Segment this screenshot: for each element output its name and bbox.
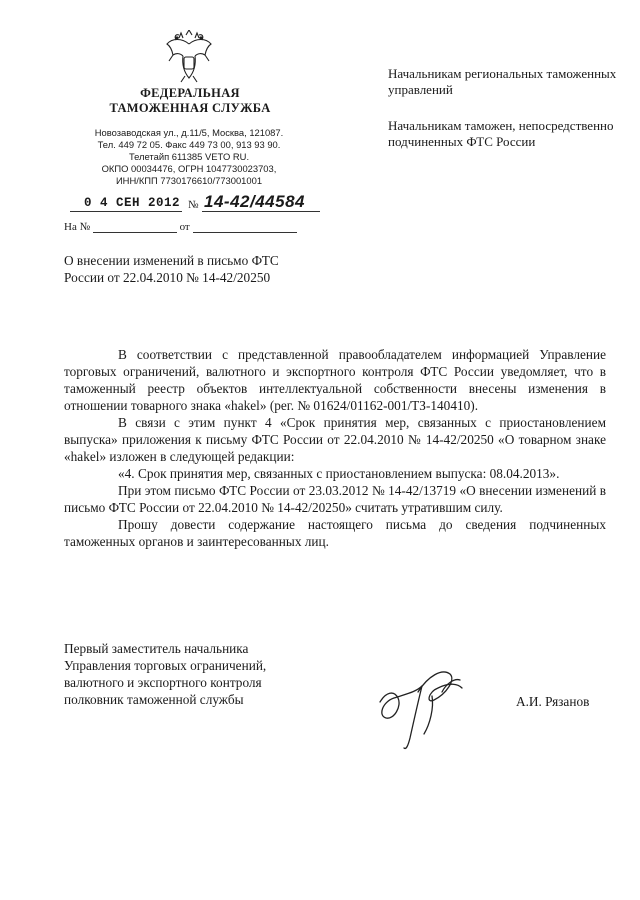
- ref-number-prefix: На №: [64, 221, 91, 233]
- signatory-title-line: валютного и экспортного контроля: [64, 675, 262, 690]
- body-paragraph: В связи с этим пункт 4 «Срок принятия мер, связанных с приостановлением выпуска» приложения к письму ФТС России от 22.04.2010 № 14-42/20250 «О товарном знаке «hakel» изложен в следующей редакции:: [64, 415, 606, 464]
- recipients-block: [388, 66, 618, 170]
- signatory-title-line: Управления торговых ограничений,: [64, 658, 267, 673]
- recipient: Начальникам таможен, непосредственно подчиненных ФТС России: [388, 118, 614, 149]
- date-number-line: [70, 192, 320, 215]
- address-line: Новозаводская ул., д.11/5, Москва, 121087.: [94, 127, 284, 138]
- signatory-title: [64, 640, 324, 708]
- coat-of-arms-icon: [164, 30, 214, 84]
- address-line: ИНН/КПП 7730176610/773001001: [115, 175, 263, 186]
- address-line: Тел. 449 72 05. Факс 449 73 00, 913 93 90.: [97, 139, 281, 150]
- body-paragraph: При этом письмо ФТС России от 23.03.2012 № 14-42/13719 «О внесении изменений в письмо ФТС России от 22.04.2010 № 14-42/20250» считать утратившим силу.: [64, 483, 606, 515]
- letter-number: 14-42/44584: [204, 192, 305, 211]
- organization-name: [70, 86, 310, 116]
- org-name-line-2: ТАМОЖЕННАЯ СЛУЖБА: [109, 101, 271, 115]
- signatory-title-line: Первый заместитель начальника: [64, 641, 249, 656]
- number-prefix: №: [188, 199, 199, 211]
- body-paragraph: «4. Срок принятия мер, связанных с приостановлением выпуска: 08.04.2013».: [118, 466, 560, 481]
- ref-date-blank: [193, 232, 297, 233]
- body-paragraph: Прошу довести содержание настоящего письма до сведения подчиненных таможенных органов и заинтересованных лиц.: [64, 517, 606, 549]
- number-underline: [202, 211, 320, 212]
- ref-number-blank: [93, 232, 177, 233]
- address-line: Телетайп 611385 VETO RU.: [128, 151, 250, 162]
- address-line: ОКПО 00034476, ОГРН 1047730023703,: [101, 163, 277, 174]
- letter-subject: О внесении изменений в письмо ФТС России от 22.04.2010 № 14-42/20250: [64, 253, 279, 285]
- org-name-line-1: ФЕДЕРАЛЬНАЯ: [140, 86, 240, 100]
- handwritten-signature: [372, 662, 482, 752]
- date-underline: [70, 211, 182, 212]
- reference-line: [64, 221, 314, 233]
- organization-address: [64, 127, 314, 187]
- recipient: Начальникам региональных таможенных управлений: [388, 66, 617, 97]
- ref-from-label: от: [179, 221, 190, 233]
- body-paragraph: В соответствии с представленной правообладателем информацией Управление торговых ограничений, валютного и экспортного контроля ФТС России уведомляет, что в таможенный реестр объектов интеллектуальной собственности внесены изменения в отношении товарного знака «hakel» (рег. № 01624/01162-001/ТЗ-140410).: [64, 347, 606, 413]
- letter-body: [64, 346, 606, 550]
- signatory-title-line: полковник таможенной службы: [64, 692, 244, 707]
- letter-date: 0 4 СЕН 2012: [84, 196, 181, 210]
- signer-name: А.И. Рязанов: [516, 694, 590, 709]
